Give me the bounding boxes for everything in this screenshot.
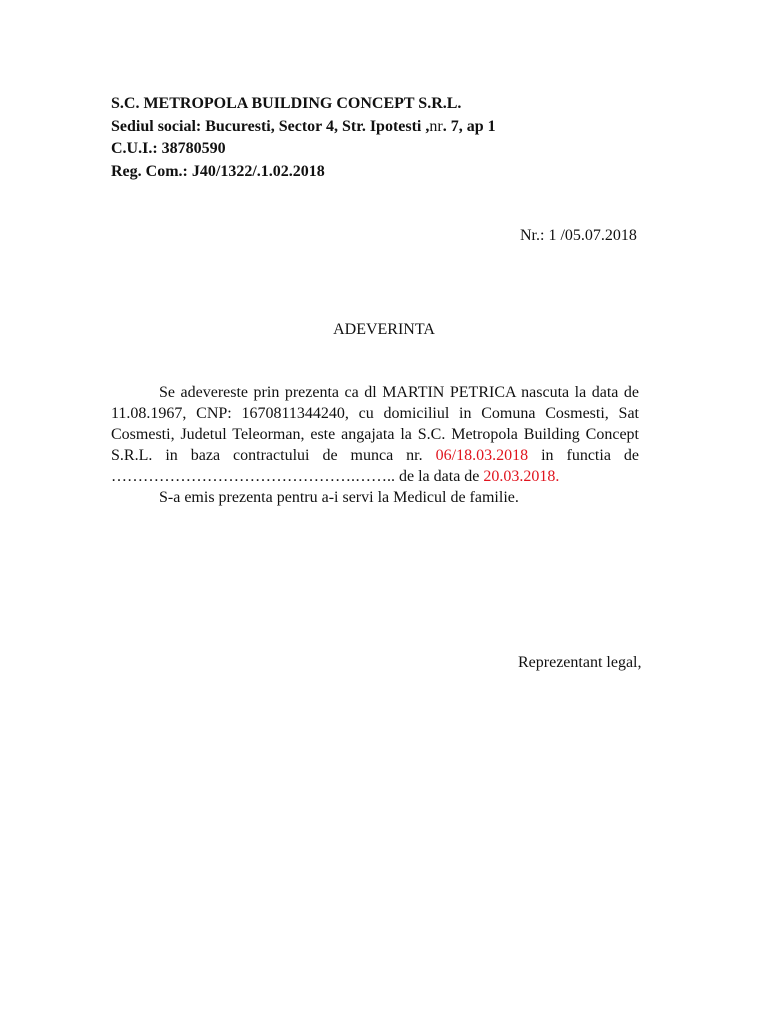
body-paragraph-purpose: S-a emis prezenta pentru a-i servi la Medicul de familie. [159,489,519,506]
company-reg-com: Reg. Com.: J40/1322/.1.02.2018 [111,162,325,180]
body-paragraph-main [111,382,639,487]
body-text-part1: Se adevereste prin prezenta ca dl MARTIN PETRICA nascuta la data de 11.08.1967, CNP: 1670811344240, cu domiciliul in Comuna Cosmesti, Sat Cosmesti, Judetul Teleorman, este angajata la S.C. Metropola Building Concept S.R.L. in baza contractului de munca nr. [111,384,639,464]
contract-number: 06/18.03.2018 [435,447,529,464]
address-label: Sediul social: Bucuresti, Sector 4, Str. Ipotesti , [111,117,430,135]
company-address [111,116,496,139]
start-date: 20.03.2018. [483,468,560,485]
document-body [111,382,639,508]
document-title: ADEVERINTA [333,321,435,338]
address-mid: nr [429,117,443,135]
body-text-part2: in functia de ……………………………………….…….. de la data de [111,447,640,485]
address-end: . 7, ap 1 [442,117,496,135]
document-number: Nr.: 1 /05.07.2018 [520,227,637,244]
company-header [111,93,496,183]
signature-label: Reprezentant legal, [518,654,642,671]
company-name: S.C. METROPOLA BUILDING CONCEPT S.R.L. [111,95,462,112]
company-cui: C.U.I.: 38780590 [111,140,226,157]
